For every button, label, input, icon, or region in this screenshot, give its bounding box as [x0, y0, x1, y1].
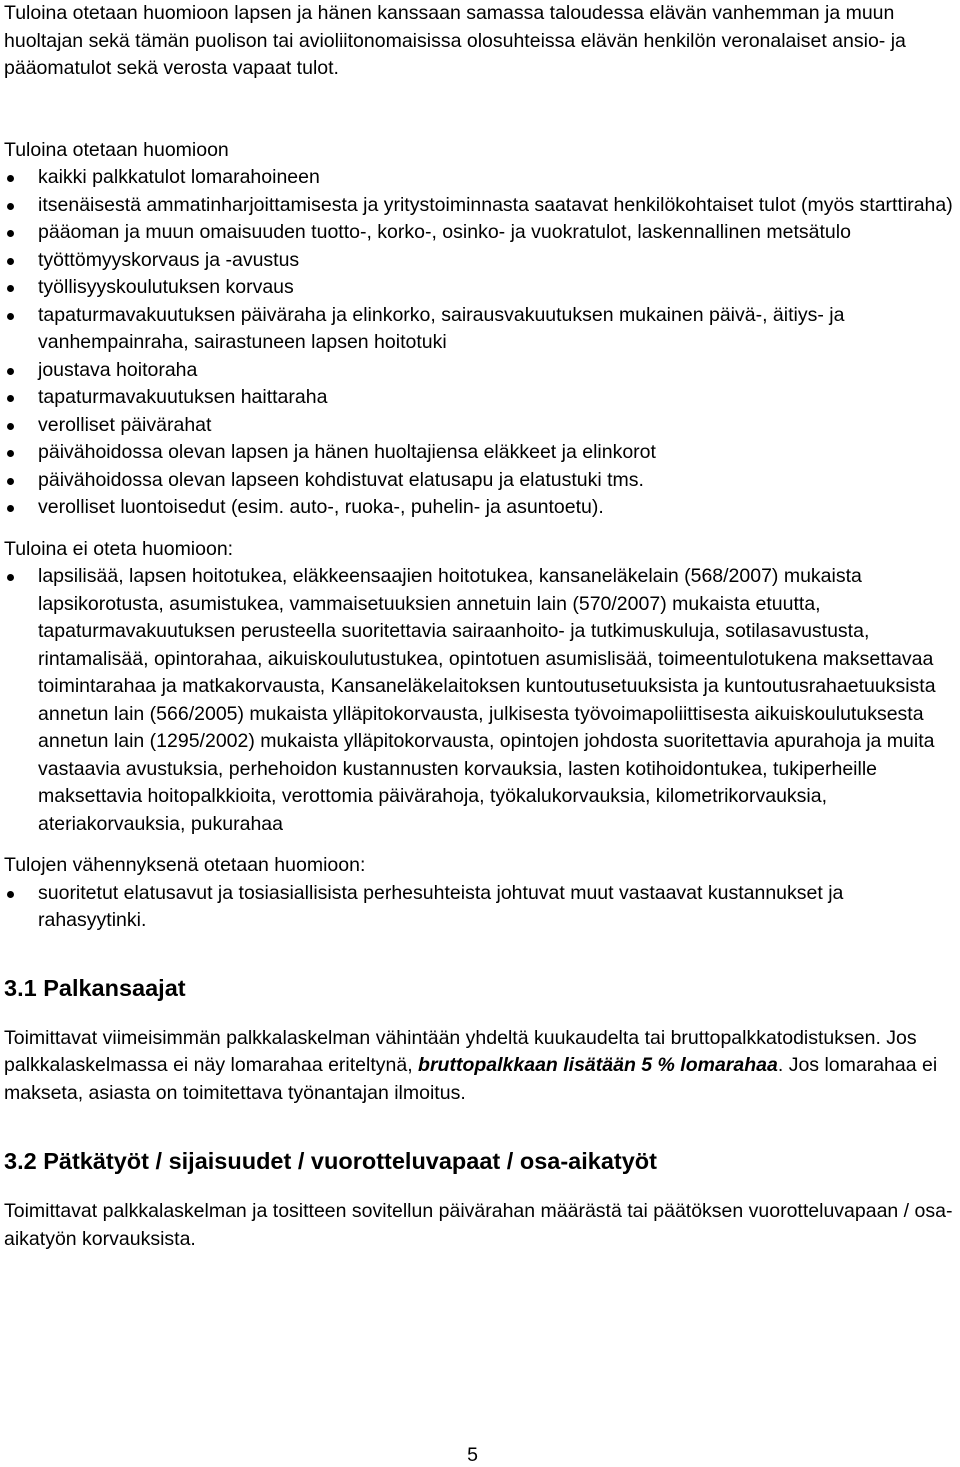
list-item: päivähoidossa olevan lapsen ja hänen huoltajiensa eläkkeet ja elinkorot [4, 439, 954, 467]
list-item: suoritetut elatusavut ja tosiasiallisista perhesuhteista johtuvat muut vastaavat kustannukset ja rahasyytinki. [4, 880, 954, 935]
section-3-1-text-end: . Jos lomarahaa ei makseta, asiasta on toimitettava työnantajan ilmoitus. [4, 1054, 938, 1104]
deductions-list [4, 880, 954, 935]
list-item: itsenäisestä ammatinharjoittamisesta ja yritystoiminnasta saatavat henkilökohtaiset tulot (myös starttiraha) [4, 192, 954, 220]
list-item: joustava hoitoraha [4, 357, 954, 385]
income-included-heading: Tuloina otetaan huomioon [4, 138, 229, 161]
income-excluded-heading: Tuloina ei oteta huomioon: [4, 537, 234, 560]
section-3-1-text-start: Toimittavat viimeisimmän palkkalaskelman vähintään yhdeltä kuukaudelta tai bruttopalkkatodistuksen. Jos palkkalaskelmassa ei näy lomarahaa eriteltynä, [4, 1026, 917, 1076]
list-item: päivähoidossa olevan lapseen kohdistuvat elatusapu ja elatustuki tms. [4, 467, 954, 495]
list-item: pääoman ja muun omaisuuden tuotto-, korko-, osinko- ja vuokratulot, laskennallinen metsätulo [4, 219, 954, 247]
document-page [4, 0, 954, 1253]
list-item: verolliset päivärahat [4, 412, 954, 440]
section-heading-3-2: 3.2 Pätkätyöt / sijaisuudet / vuorotteluvapaat / osa-aikatyöt [4, 1148, 657, 1174]
list-item: tapaturmavakuutuksen haittaraha [4, 384, 954, 412]
list-item: työllisyyskoulutuksen korvaus [4, 274, 954, 302]
section-heading-3-1: 3.1 Palkansaajat [4, 974, 186, 1001]
list-item: verolliset luontoisedut (esim. auto-, ruoka-, puhelin- ja asuntoetu). [4, 494, 954, 522]
intro-paragraph: Tuloina otetaan huomioon lapsen ja hänen kanssaan samassa taloudessa elävän vanhemman ja muun huoltajan sekä tämän puolison tai avioliitonomaisissa olosuhteissa elävän henkilön veronalaiset ansio- ja pääomatulot sekä verosta vapaat tulot. [4, 2, 906, 79]
deductions-heading: Tulojen vähennyksenä otetaan huomioon: [4, 854, 366, 876]
section-3-1-emphasis: bruttopalkkaan lisätään 5 % lomarahaa [418, 1054, 778, 1076]
list-item: työttömyyskorvaus ja -avustus [4, 247, 954, 275]
list-item: kaikki palkkatulot lomarahoineen [4, 164, 954, 192]
income-excluded-list [4, 563, 954, 838]
list-item: lapsilisää, lapsen hoitotukea, eläkkeensaajien hoitotukea, kansaneläkelain (568/2007) mukaista lapsikorotusta, asumistukea, vammaisetuuksien annetuin lain (570/2007) mukaista etuutta, tapaturmavakuutuksen perusteella suoritettavia sairaanhoito- ja tutkimuskuluja, sotilasavustusta, rintamalisää, opintorahaa, aikuiskoulutustukea, opintotuen asumislisää, toimeentulotukena maksettavaa toimintarahaa ja matkakorvausta, Kansaneläkelaitoksen kuntoutusetuuksista ja kuntoutusrahaetuuksista annetun lain (566/2005) mukaista ylläpitokorvausta, julkisesta työvoimapoliittisesta aikuiskoulutuksesta annetun lain (1295/2002) mukaista ylläpitokorvausta, opintojen johdosta suoritettavia apurahoja ja muita vastaavia avustuksia, perhehoidon kustannusten korvauksia, lasten kotihoidontukea, tukiperheille maksettavia hoitopalkkioita, verottomia päivärahoja, työkalukorvauksia, kilometrikorvauksia, ateriakorvauksia, pukurahaa [4, 563, 954, 838]
section-3-2-body: Toimittavat palkkalaskelman ja tositteen sovitellun päivärahan määrästä tai päätöksen vuorotteluvapaan / osa-aikatyön korvauksista. [4, 1200, 953, 1250]
income-included-list [4, 164, 954, 522]
section-3-1-body [4, 1025, 954, 1108]
page-number: 5 [467, 1444, 478, 1466]
list-item: tapaturmavakuutuksen päiväraha ja elinkorko, sairausvakuutuksen mukainen päivä-, äitiys- ja vanhempainraha, sairastuneen lapsen hoitotuki [4, 302, 954, 357]
